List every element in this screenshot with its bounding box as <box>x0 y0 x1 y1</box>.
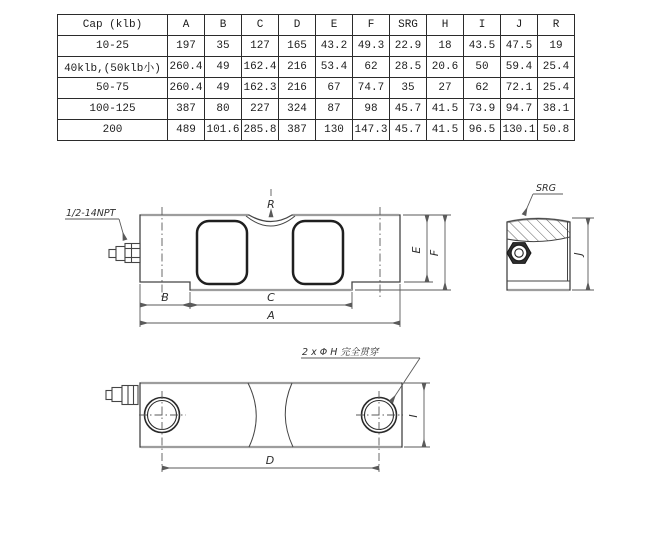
value-cell: 28.5 <box>390 57 427 78</box>
col-header-B: B <box>205 15 242 36</box>
value-cell: 216 <box>279 57 316 78</box>
value-cell: 62 <box>353 57 390 78</box>
leader-line <box>119 219 125 240</box>
value-cell: 53.4 <box>316 57 353 78</box>
strain-gauge-section <box>507 219 570 242</box>
capacity-cell: 10-25 <box>58 36 168 57</box>
value-cell: 20.6 <box>427 57 464 78</box>
col-header-F: F <box>353 15 390 36</box>
value-cell: 165 <box>279 36 316 57</box>
value-cell: 27 <box>427 78 464 99</box>
value-cell: 130.1 <box>501 120 538 141</box>
value-cell: 387 <box>168 99 205 120</box>
value-cell: 147.3 <box>353 120 390 141</box>
value-cell: 80 <box>205 99 242 120</box>
col-header-C: C <box>242 15 279 36</box>
strain-gauge-label: SRG <box>536 183 556 194</box>
value-cell: 43.2 <box>316 36 353 57</box>
bottom-view <box>106 346 430 472</box>
value-cell: 285.8 <box>242 120 279 141</box>
value-cell: 41.5 <box>427 120 464 141</box>
value-cell: 73.9 <box>464 99 501 120</box>
value-cell: 50.8 <box>538 120 575 141</box>
value-cell: 216 <box>279 78 316 99</box>
dim-B-label: B <box>161 291 169 304</box>
value-cell: 59.4 <box>501 57 538 78</box>
value-cell: 324 <box>279 99 316 120</box>
col-header-SRG: SRG <box>390 15 427 36</box>
value-cell: 38.1 <box>538 99 575 120</box>
value-cell: 162.4 <box>242 57 279 78</box>
value-cell: 49 <box>205 78 242 99</box>
value-cell: 35 <box>390 78 427 99</box>
value-cell: 67 <box>316 78 353 99</box>
col-header-A: A <box>168 15 205 36</box>
value-cell: 489 <box>168 120 205 141</box>
value-cell: 387 <box>279 120 316 141</box>
value-cell: 197 <box>168 36 205 57</box>
capacity-cell: 100-125 <box>58 99 168 120</box>
col-header-I: I <box>464 15 501 36</box>
thread-label: 1/2-14NPT <box>66 208 116 219</box>
leader-line <box>524 194 533 215</box>
value-cell: 101.6 <box>205 120 242 141</box>
capacity-cell: 40klb,(50klb小) <box>58 57 168 78</box>
col-header-R: R <box>538 15 575 36</box>
value-cell: 87 <box>316 99 353 120</box>
value-cell: 96.5 <box>464 120 501 141</box>
leader-line <box>391 358 420 402</box>
value-cell: 50 <box>464 57 501 78</box>
dim-F-label: F <box>428 249 441 257</box>
value-cell: 43.5 <box>464 36 501 57</box>
dim-A-label: A <box>267 309 275 322</box>
dim-C-label: C <box>267 291 275 304</box>
value-cell: 35 <box>205 36 242 57</box>
value-cell: 94.7 <box>501 99 538 120</box>
through-holes-label: 2 x Φ H 完全贯穿 <box>302 347 379 358</box>
dim-I-label: I <box>407 414 420 418</box>
cable-connector <box>109 244 140 263</box>
col-header-D: D <box>279 15 316 36</box>
value-cell: 74.7 <box>353 78 390 99</box>
col-header-capacity: Cap (klb) <box>58 15 168 36</box>
dim-D-label: D <box>265 454 275 467</box>
shear-hole-right <box>293 221 343 284</box>
radius-label: R <box>267 198 275 211</box>
value-cell: 25.4 <box>538 57 575 78</box>
value-cell: 45.7 <box>390 120 427 141</box>
value-cell: 127 <box>242 36 279 57</box>
value-cell: 49 <box>205 57 242 78</box>
value-cell: 18 <box>427 36 464 57</box>
value-cell: 130 <box>316 120 353 141</box>
value-cell: 41.5 <box>427 99 464 120</box>
value-cell: 19 <box>538 36 575 57</box>
col-header-J: J <box>501 15 538 36</box>
front-view <box>65 189 451 327</box>
value-cell: 98 <box>353 99 390 120</box>
capacity-cell: 200 <box>58 120 168 141</box>
capacity-cell: 50-75 <box>58 78 168 99</box>
value-cell: 49.3 <box>353 36 390 57</box>
col-header-E: E <box>316 15 353 36</box>
value-cell: 47.5 <box>501 36 538 57</box>
shear-hole-left <box>197 221 247 284</box>
dim-E-label: E <box>410 246 423 254</box>
value-cell: 22.9 <box>390 36 427 57</box>
dim-J-label: J <box>572 252 585 256</box>
value-cell: 72.1 <box>501 78 538 99</box>
value-cell: 227 <box>242 99 279 120</box>
value-cell: 45.7 <box>390 99 427 120</box>
side-view <box>507 183 594 290</box>
cable-connector <box>106 386 138 405</box>
value-cell: 260.4 <box>168 78 205 99</box>
value-cell: 162.3 <box>242 78 279 99</box>
value-cell: 62 <box>464 78 501 99</box>
value-cell: 260.4 <box>168 57 205 78</box>
col-header-H: H <box>427 15 464 36</box>
value-cell: 25.4 <box>538 78 575 99</box>
